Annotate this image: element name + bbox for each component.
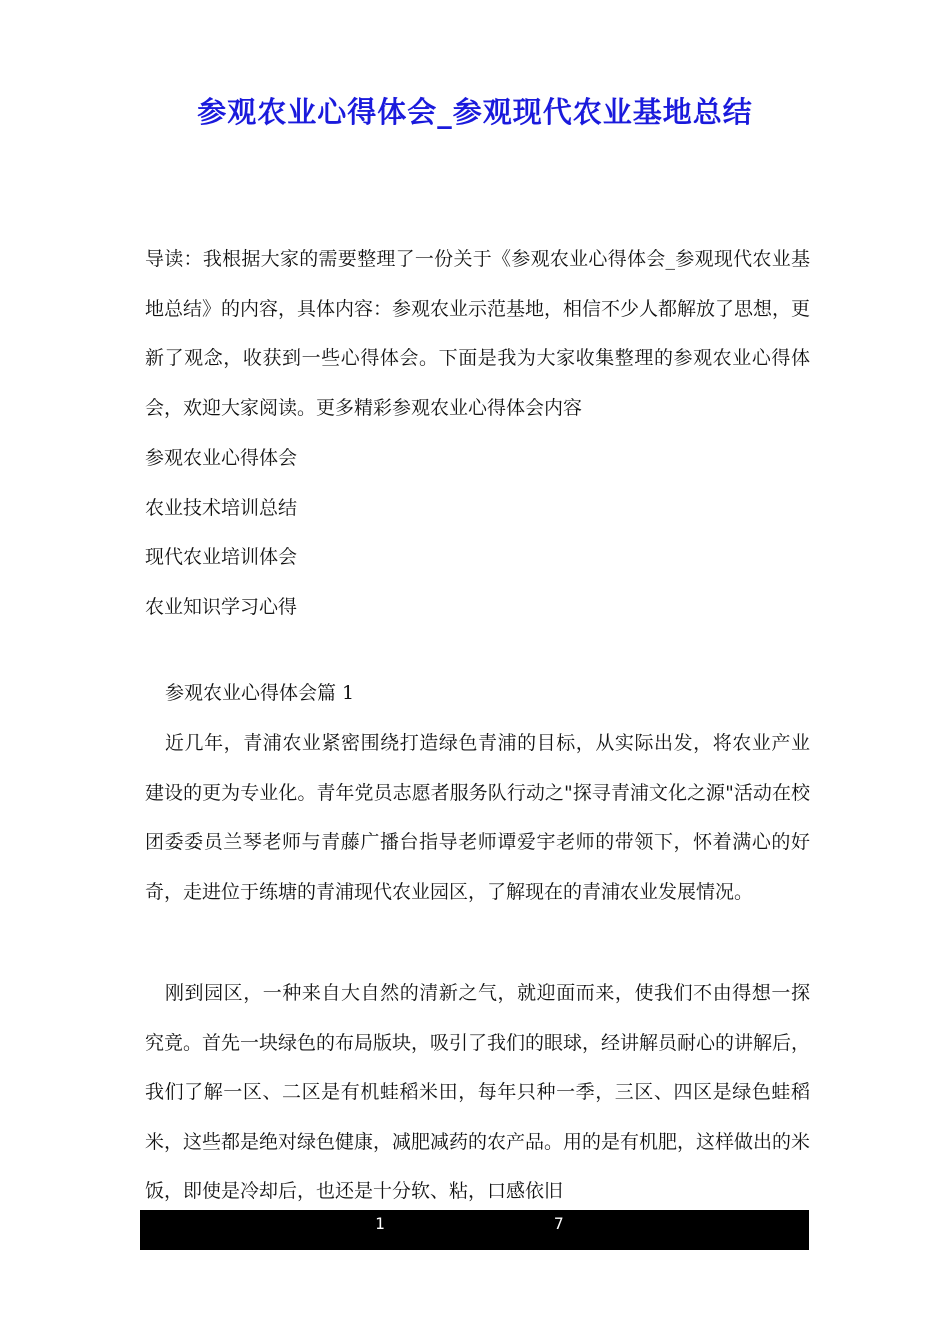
section-heading: 参观农业心得体会篇 1 [165,682,355,704]
related-link-2[interactable]: 农业技术培训总结 [145,496,298,519]
related-link-1[interactable]: 参观农业心得体会 [145,447,298,469]
page-footer-bar [140,1210,809,1250]
page-total: 7 [554,1214,564,1233]
intro-paragraph: 导读：我根据大家的需要整理了一份关于《参观农业心得体会_参观现代农业基地总结》的内容，具体内容：参观农业示范基地，相信不少人都解放了思想，更新了观念，收获到一些心得体会。下面是我为大家收集整理的参观农业心得体会，欢迎大家阅读。更多精彩参观农业心得体会内容 [145,248,811,419]
related-links-list [145,434,810,632]
body-paragraph-2: 刚到园区，一种来自大自然的清新之气，就迎面而来，使我们不由得想一探究竟。首先一块绿色的布局版块，吸引了我们的眼球，经讲解员耐心的讲解后，我们了解一区、二区是有机蛙稻米田，每年只种一季，三区、四区是绿色蛙稻米，这些都是绝对绿色健康，减肥减药的农产品。用的是有机肥，这样做出的米饭，即使是冷却后，也还是十分软、粘，口感依旧 [145,982,811,1202]
page-number: 1 [375,1214,385,1233]
related-link-4[interactable]: 农业知识学习心得 [145,595,298,618]
body-paragraph-1: 近几年，青浦农业紧密围绕打造绿色青浦的目标，从实际出发，将农业产业建设的更为专业化。青年党员志愿者服务队行动之"探寻青浦文化之源"活动在校团委委员兰琴老师与青藤广播台指导老师谭爱宇老师的带领下，怀着满心的好奇，走进位于练塘的青浦现代农业园区，了解现在的青浦农业发展情况。 [145,732,810,903]
related-link-3[interactable]: 现代农业培训体会 [145,546,298,568]
document-title: 参观农业心得体会_参观现代农业基地总结 [197,95,753,129]
